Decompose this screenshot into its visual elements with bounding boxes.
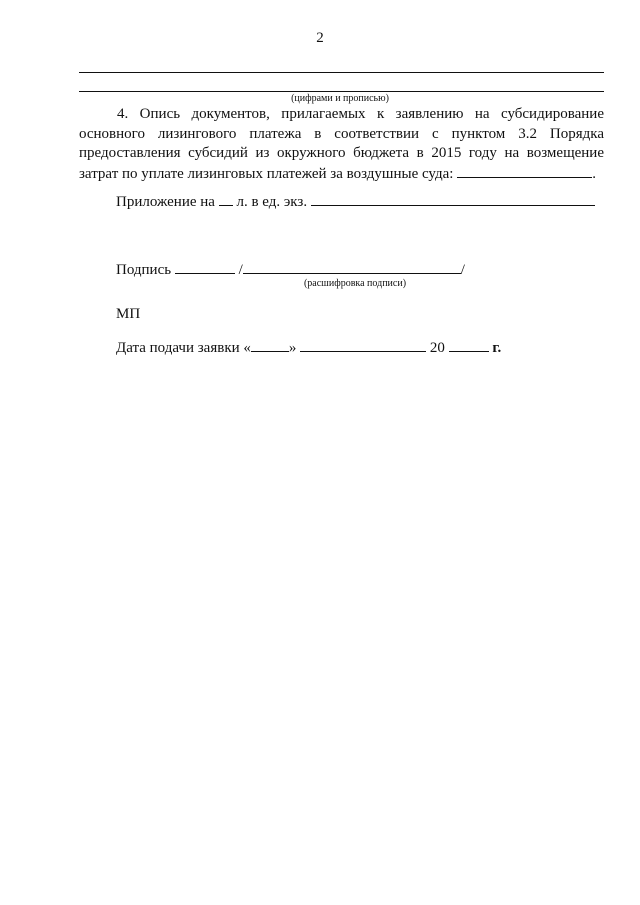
amount-caption: (цифрами и прописью) bbox=[291, 93, 389, 104]
signature-decode-blank[interactable] bbox=[243, 260, 461, 274]
date-row bbox=[116, 338, 501, 357]
date-year-prefix: 20 bbox=[429, 340, 445, 356]
date-year-suffix: г. bbox=[492, 340, 502, 356]
signature-caption: (расшифровка подписи) bbox=[303, 278, 407, 289]
date-year-blank[interactable] bbox=[449, 338, 489, 352]
date-label: Дата подачи заявки « bbox=[116, 340, 251, 356]
attachment-row bbox=[116, 192, 595, 211]
signature-row bbox=[116, 260, 465, 279]
date-quote-close: » bbox=[288, 340, 297, 356]
attachment-middle: л. в ед. экз. bbox=[236, 194, 308, 210]
amount-line-1[interactable] bbox=[79, 72, 604, 73]
attachment-prefix: Приложение на bbox=[116, 194, 215, 210]
signature-slash-close: / bbox=[460, 262, 465, 278]
documents-list-paragraph bbox=[79, 105, 604, 184]
amount-line-2[interactable] bbox=[79, 91, 604, 92]
attachment-pages-blank[interactable] bbox=[219, 192, 233, 206]
signature-label: Подпись bbox=[116, 262, 172, 278]
attachment-copies-blank[interactable] bbox=[311, 192, 595, 206]
page-number: 2 bbox=[316, 30, 324, 46]
date-month-blank[interactable] bbox=[300, 338, 426, 352]
stamp-label: МП bbox=[116, 306, 141, 322]
stamp-row bbox=[116, 305, 140, 323]
signature-blank[interactable] bbox=[175, 260, 235, 274]
signature-slash-open: / bbox=[238, 262, 243, 278]
documents-list-blank[interactable] bbox=[457, 164, 592, 178]
documents-list-end: . bbox=[592, 165, 596, 182]
documents-list-text: 4. Опись документов, прилагаемых к заявлению на субсидирование основного лизингового платежа в соответствии с пунктом 3.2 Порядка предоставления субсидий из окружного бюджета в 2015 году на возмещение затрат по уплате лизинговых платежей за воздушные суда: bbox=[79, 106, 604, 182]
date-day-blank[interactable] bbox=[251, 338, 289, 352]
